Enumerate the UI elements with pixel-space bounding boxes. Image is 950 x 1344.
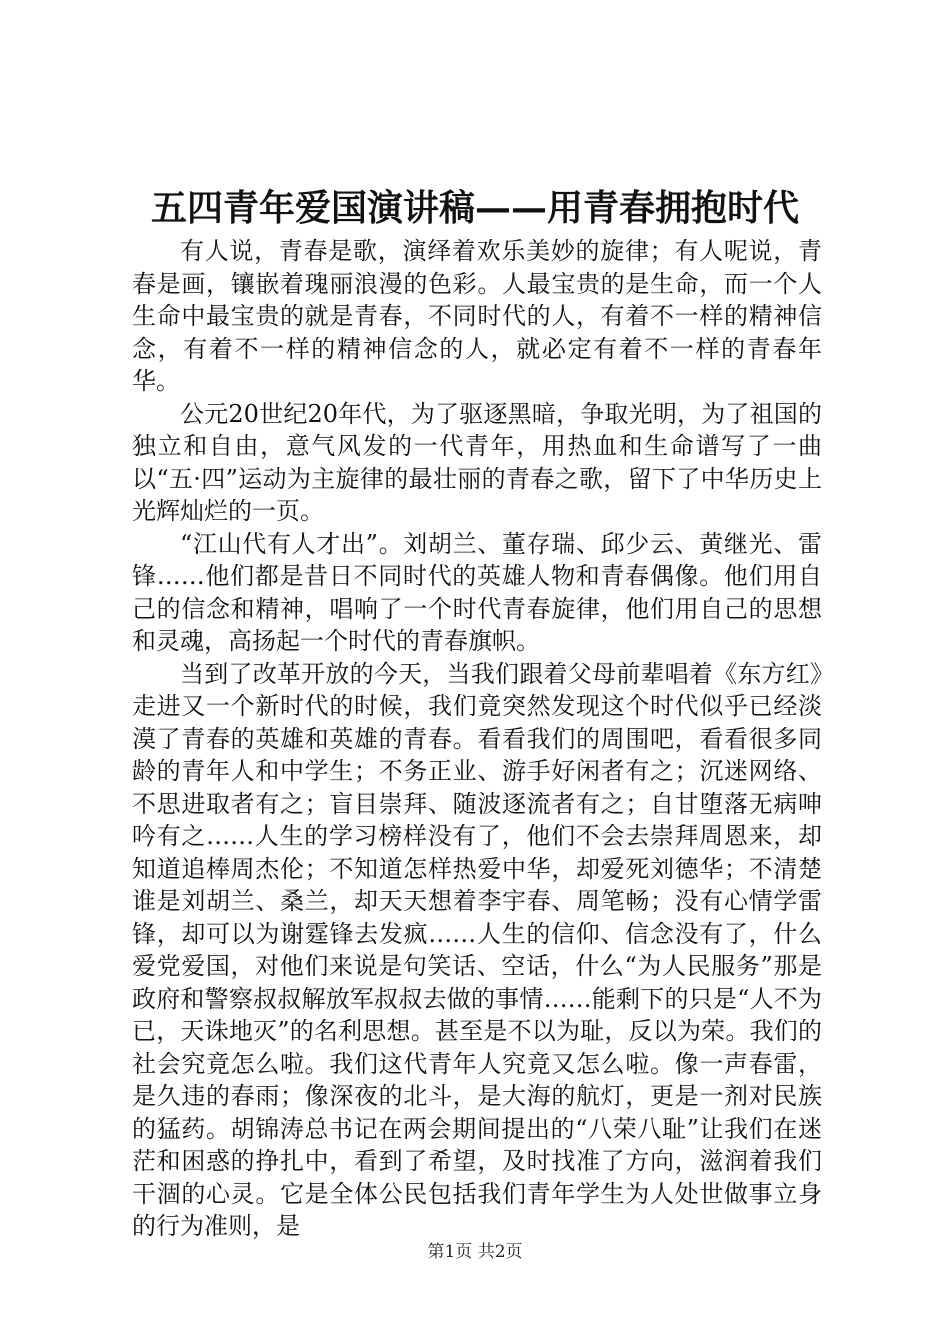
paragraph: “江山代有人才出”。刘胡兰、董存瑞、邱少云、黄继光、雷锋……他们都是昔日不同时代的英雄人物和青春偶像。他们用自己的信念和精神，唱响了一个时代青春旋律，他们用自己的思想和灵魂，高扬起一个时代的青春旗帜。 <box>132 529 822 655</box>
paragraph: 有人说，青春是歌，演绎着欢乐美妙的旋律；有人呢说，青春是画，镶嵌着瑰丽浪漫的色彩。人最宝贵的是生命，而一个人生命中最宝贵的就是青春，不同时代的人，有着不一样的精神信念，有着不一样的精神信念的人，就必定有着不一样的青春年华。 <box>132 237 822 395</box>
document-body <box>132 235 822 1243</box>
paragraph: 当到了改革开放的今天，当我们跟着父母前辈唱着《东方红》走进又一个新时代的时候，我们竟突然发现这个时代似乎已经淡漠了青春的英雄和英雄的青春。看看我们的周围吧，看看很多同龄的青年人和中学生；不务正业、游手好闲者有之；沉迷网络、不思进取者有之；盲目崇拜、随波逐流者有之；自甘堕落无病呻吟有之……人生的学习榜样没有了，他们不会去崇拜周恩来，却知道追棒周杰伦；不知道怎样热爱中华，却爱死刘德华；不清楚谁是刘胡兰、桑兰，却天天想着李宇春、周笔畅；没有心情学雷锋，却可以为谢霆锋去发疯……人生的信仰、信念没有了，什么爱党爱国，对他们来说是句笑话、空话，什么“为人民服务”那是政府和警察叔叔解放军叔叔去做的事情……能剩下的只是“人不为已，天诛地灭”的名利思想。甚至是不以为耻，反以为荣。我们的社会究竟怎么啦。我们这代青年人究竟又怎么啦。像一声春雷，是久违的春雨；像深夜的北斗，是大海的航灯，更是一剂对民族的猛药。胡锦涛总书记在两会期间提出的“八荣八耻”让我们在迷茫和困惑的挣扎中，看到了希望，及时找准了方向，滋润着我们干涸的心灵。它是全体公民包括我们青年学生为人处世做事立身的行为准则，是 <box>132 659 822 1240</box>
document-title: 五四青年爱国演讲稿——用青春拥抱时代 <box>150 187 799 229</box>
page-number-footer: 第1页 共2页 <box>427 1242 523 1262</box>
paragraph: 公元20世纪20年代，为了驱逐黑暗，争取光明，为了祖国的独立和自由，意气风发的一代青年，用热血和生命谱写了一曲以“五·四”运动为主旋律的最壮丽的青春之歌，留下了中华历史上光辉灿烂的一页。 <box>132 399 822 525</box>
